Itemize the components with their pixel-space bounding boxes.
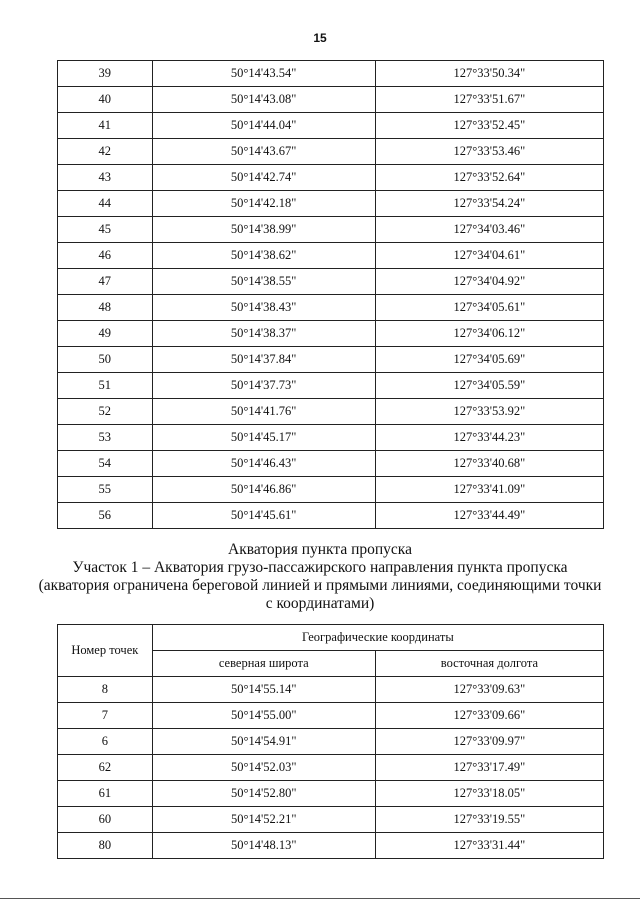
east-longitude-cell: 127°33'09.63" [375,677,603,703]
table-row [58,477,604,503]
point-number-cell: 51 [58,373,153,399]
table-header [58,625,604,677]
north-latitude-cell: 50°14'37.73" [152,373,375,399]
header-north-latitude: северная широта [152,651,375,677]
north-latitude-cell: 50°14'43.08" [152,87,375,113]
point-number-cell: 8 [58,677,153,703]
east-longitude-cell: 127°33'18.05" [375,781,603,807]
north-latitude-cell: 50°14'54.91" [152,729,375,755]
table-row [58,833,604,859]
point-number-cell: 61 [58,781,153,807]
section-title: Акватория пункта пропуска [228,541,412,558]
table-body [58,61,604,529]
east-longitude-cell: 127°33'51.67" [375,87,603,113]
north-latitude-cell: 50°14'48.13" [152,833,375,859]
page-number: 15 [313,31,327,45]
east-longitude-cell: 127°33'09.66" [375,703,603,729]
north-latitude-cell: 50°14'38.62" [152,243,375,269]
point-number-cell: 53 [58,425,153,451]
north-latitude-cell: 50°14'42.18" [152,191,375,217]
east-longitude-cell: 127°33'09.97" [375,729,603,755]
table-row [58,425,604,451]
north-latitude-cell: 50°14'52.80" [152,781,375,807]
north-latitude-cell: 50°14'41.76" [152,399,375,425]
point-number-cell: 49 [58,321,153,347]
point-number-cell: 48 [58,295,153,321]
table-row [58,781,604,807]
table-row [58,269,604,295]
scan-edge-line [0,898,640,899]
table-row [58,243,604,269]
north-latitude-cell: 50°14'38.37" [152,321,375,347]
north-latitude-cell: 50°14'45.17" [152,425,375,451]
east-longitude-cell: 127°34'05.61" [375,295,603,321]
point-number-cell: 46 [58,243,153,269]
north-latitude-cell: 50°14'52.03" [152,755,375,781]
point-number-cell: 54 [58,451,153,477]
point-number-cell: 40 [58,87,153,113]
header-east-longitude: восточная долгота [375,651,603,677]
table-row [58,113,604,139]
north-latitude-cell: 50°14'45.61" [152,503,375,529]
point-number-cell: 41 [58,113,153,139]
table-row [58,139,604,165]
table-row [58,321,604,347]
east-longitude-cell: 127°34'05.59" [375,373,603,399]
table-body [58,677,604,859]
table-row [58,503,604,529]
point-number-cell: 80 [58,833,153,859]
north-latitude-cell: 50°14'46.86" [152,477,375,503]
table-row [58,295,604,321]
east-longitude-cell: 127°33'40.68" [375,451,603,477]
east-longitude-cell: 127°34'05.69" [375,347,603,373]
east-longitude-cell: 127°33'50.34" [375,61,603,87]
north-latitude-cell: 50°14'52.21" [152,807,375,833]
point-number-cell: 42 [58,139,153,165]
header-point-number: Номер точек [58,625,153,677]
north-latitude-cell: 50°14'44.04" [152,113,375,139]
point-number-cell: 52 [58,399,153,425]
point-number-cell: 44 [58,191,153,217]
header-row [58,625,604,651]
point-number-cell: 47 [58,269,153,295]
table-row [58,165,604,191]
table-row [58,191,604,217]
east-longitude-cell: 127°33'52.64" [375,165,603,191]
east-longitude-cell: 127°33'44.49" [375,503,603,529]
section-note-line-1: (акватория ограничена береговой линией и прямыми линиями, соединяющими точки [38,577,602,594]
point-number-cell: 43 [58,165,153,191]
table-row [58,399,604,425]
point-number-cell: 45 [58,217,153,243]
table-row [58,729,604,755]
north-latitude-cell: 50°14'55.14" [152,677,375,703]
coordinates-table-continued [57,60,604,529]
east-longitude-cell: 127°33'53.46" [375,139,603,165]
point-number-cell: 60 [58,807,153,833]
north-latitude-cell: 50°14'38.99" [152,217,375,243]
section-heading [20,541,620,613]
north-latitude-cell: 50°14'42.74" [152,165,375,191]
border-crossing-coordinates-table [57,624,604,859]
table-row [58,703,604,729]
table-row [58,451,604,477]
east-longitude-cell: 127°33'44.23" [375,425,603,451]
east-longitude-cell: 127°34'04.61" [375,243,603,269]
east-longitude-cell: 127°33'52.45" [375,113,603,139]
table-row [58,755,604,781]
header-geographic-coordinates: Географические координаты [152,625,603,651]
table-row [58,807,604,833]
north-latitude-cell: 50°14'43.67" [152,139,375,165]
north-latitude-cell: 50°14'43.54" [152,61,375,87]
table-row [58,61,604,87]
north-latitude-cell: 50°14'38.55" [152,269,375,295]
north-latitude-cell: 50°14'55.00" [152,703,375,729]
point-number-cell: 55 [58,477,153,503]
point-number-cell: 50 [58,347,153,373]
point-number-cell: 62 [58,755,153,781]
table-row [58,677,604,703]
east-longitude-cell: 127°33'17.49" [375,755,603,781]
section-subtitle: Участок 1 – Акватория грузо-пассажирского направления пункта пропуска [72,559,568,576]
north-latitude-cell: 50°14'38.43" [152,295,375,321]
east-longitude-cell: 127°33'41.09" [375,477,603,503]
east-longitude-cell: 127°33'53.92" [375,399,603,425]
east-longitude-cell: 127°33'19.55" [375,807,603,833]
north-latitude-cell: 50°14'46.43" [152,451,375,477]
section-note-line-2: с координатами) [265,595,375,612]
point-number-cell: 56 [58,503,153,529]
east-longitude-cell: 127°33'31.44" [375,833,603,859]
east-longitude-cell: 127°33'54.24" [375,191,603,217]
point-number-cell: 39 [58,61,153,87]
table-row [58,87,604,113]
table-row [58,217,604,243]
east-longitude-cell: 127°34'06.12" [375,321,603,347]
table-row [58,347,604,373]
point-number-cell: 7 [58,703,153,729]
north-latitude-cell: 50°14'37.84" [152,347,375,373]
east-longitude-cell: 127°34'04.92" [375,269,603,295]
east-longitude-cell: 127°34'03.46" [375,217,603,243]
table-row [58,373,604,399]
point-number-cell: 6 [58,729,153,755]
